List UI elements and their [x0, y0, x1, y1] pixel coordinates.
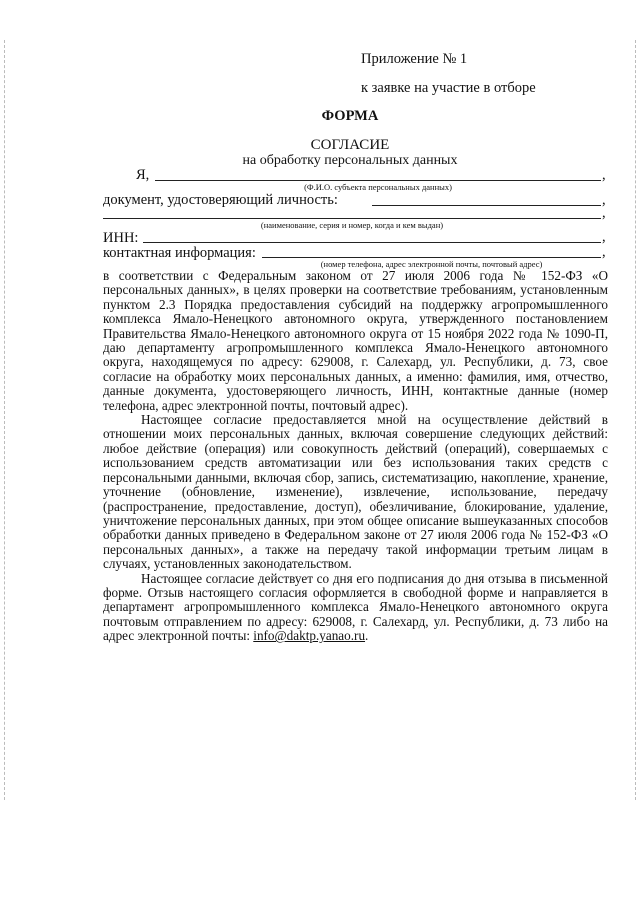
paragraph-validity [103, 572, 608, 644]
contact-field-hint: (номер телефона, адрес электронной почты, почтовый адрес) [320, 259, 543, 269]
name-field-hint: (Ф.И.О. субъекта персональных данных) [304, 182, 452, 192]
doc-field-line[interactable] [372, 205, 601, 206]
appendix-label: Приложение № 1 [361, 51, 468, 67]
consent-body [103, 269, 608, 644]
doc-field-comma-2: , [602, 205, 606, 221]
paragraph-actions: Настоящее согласие предоставляется мной на осуществление действий в отношении моих персональных данных, включая совершение следующих действий: любое действие (операция) или совокупность действий (операций), совершаемых с использованием средств автоматизации или без использования таких средств с персональными данными, включая сбор, запись, систематизацию, накопление, хранение, уточнение (обновление, изменение), извлечение, использование, передачу (распространение, предоставление, доступ), обезличивание, блокирование, удаление, уничтожение персональных данных, при этом общее описание вышеуказанных способов обработки данных приведено в Федеральном законе от 27 июля 2006 года № 152-ФЗ «О персональных данных», а также на передачу такой информации третьим лицам в случаях, установленных законодательством. [103, 412, 608, 572]
contact-field-comma: , [602, 244, 606, 260]
name-field-line[interactable] [155, 180, 601, 181]
email-link[interactable]: info@daktp.yanao.ru [253, 628, 366, 644]
inn-field-line[interactable] [143, 242, 601, 243]
inn-label: ИНН: [103, 230, 139, 246]
doc-field-hint: (наименование, серия и номер, когда и кем выдан) [260, 220, 444, 230]
consent-title: СОГЛАСИЕ [310, 137, 390, 153]
contact-label: контактная информация: [103, 245, 256, 261]
name-field-comma: , [602, 167, 606, 183]
doc-field-comma: , [602, 192, 606, 208]
contact-field-line[interactable] [262, 257, 601, 258]
paragraph-validity-end: . [365, 628, 369, 644]
paragraph-validity-text: Настоящее согласие действует со дня его подписания до дня отзыва в письменной форме. Отзыв настоящего согласия оформляется в свободной форме и направляется в департамент агропромышленного комплекса Ямало-Ненецкого автономного округа почтовым отправлением по адресу: 629008, г. Салехард, ул. Республики, д. 73 либо на адрес электронной почты: [103, 570, 608, 644]
consent-subtitle: на обработку персональных данных [242, 153, 458, 168]
appendix-sub-label: к заявке на участие в отборе [361, 80, 536, 96]
inn-field-comma: , [602, 229, 606, 245]
form-title: ФОРМА [321, 108, 379, 124]
i-label: Я, [136, 167, 150, 183]
doc-label: документ, удостоверяющий личность: [103, 192, 338, 208]
scan-edge-left [4, 40, 5, 800]
paragraph-legal-basis: в соответствии с Федеральным законом от 27 июля 2006 года № 152-ФЗ «О персональных данных», в целях проверки на соответствие требованиям, установленным пунктом 2.3 Порядка предоставления субсидий на поддержку агропромышленного комплекса Ямало-Ненецкого автономного округа, утвержденного постановлением Правительства Ямало-Ненецкого автономного округа от 15 ноября 2022 года № 1090-П, даю департаменту агропромышленного комплекса Ямало-Ненецкого автономного округа, находящемуся по адресу: 629008, г. Салехард, ул. Республики, д. 73, свое согласие на обработку моих персональных данных, а именно: фамилия, имя, отчество, данные документа, удостоверяющего личность, ИНН, контактные данные (номер телефона, адрес электронной почты, почтовый адрес). [103, 268, 608, 413]
doc-field-line-2[interactable] [103, 218, 601, 219]
